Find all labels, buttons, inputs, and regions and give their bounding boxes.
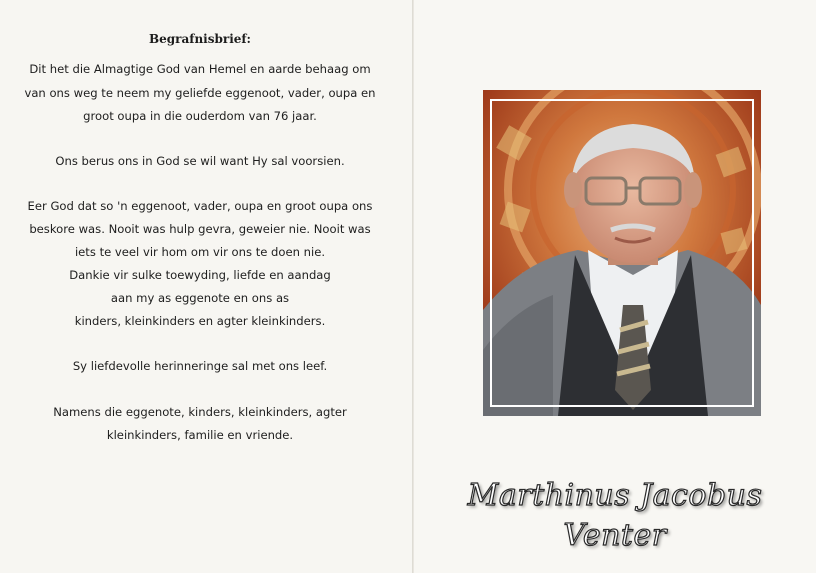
letter-line: iets te veel vir hom om vir ons te doen nie. <box>74 245 326 259</box>
letter-line: Sy liefdevolle herinneringe sal met ons leef. <box>72 359 328 373</box>
letter-line: Dankie vir sulke toewyding, liefde en aandag <box>69 268 331 282</box>
letter-line: Dit het die Almagtige God van Hemel en aarde behaag om <box>29 62 371 76</box>
letter-line: aan my as eggenote en ons as <box>110 291 290 305</box>
deceased-name-line2: Venter <box>563 518 667 553</box>
letter-line: van ons weg te neem my geliefde eggenoot, vader, oupa en <box>24 86 376 100</box>
letter-line: Eer God dat so 'n eggenoot, vader, oupa en groot oupa ons <box>27 199 373 213</box>
letter-line: beskore was. Nooit was hulp gevra, geweier nie. Nooit was <box>29 222 371 236</box>
deceased-name-line1: Marthinus Jacobus <box>467 478 763 513</box>
letter-line: Ons berus ons in God se wil want Hy sal voorsien. <box>55 154 345 168</box>
letter-line: kleinkinders, familie en vriende. <box>106 428 294 442</box>
letter-heading: Begrafnisbrief: <box>149 32 251 46</box>
portrait-photo <box>483 90 761 416</box>
letter-line: kinders, kleinkinders en agter kleinkinders. <box>74 314 326 328</box>
letter-line: Namens die eggenote, kinders, kleinkinders, agter <box>53 405 347 419</box>
letter-line: groot oupa in die ouderdom van 76 jaar. <box>83 109 317 123</box>
